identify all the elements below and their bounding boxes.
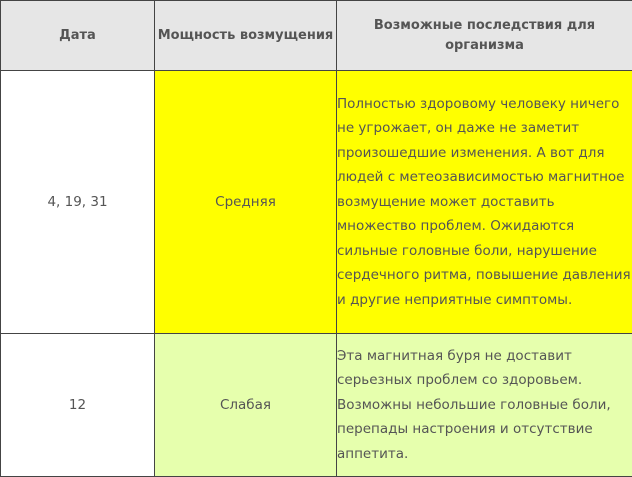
header-effects: Возможные последствия для организма [337, 1, 632, 71]
table-row [1, 334, 632, 477]
effects-cell: Эта магнитная буря не доставит серьезных проблем со здоровьем. Возможны небольшие головные боли, перепады настроения и отсутствие аппетита. [337, 334, 632, 477]
power-cell: Средняя [155, 71, 337, 334]
header-date: Дата [1, 1, 155, 71]
header-power: Мощность возмущения [155, 1, 337, 71]
date-cell: 12 [1, 334, 155, 477]
effects-cell: Полностью здоровому человеку ничего не угрожает, он даже не заметит произошедшие изменения. А вот для людей с метеозависимостью магнитное возмущение может доставить множество проблем. Ожидаются сильные головные боли, нарушение сердечного ритма, повышение давления и другие неприятные симптомы. [337, 71, 632, 334]
date-cell: 4, 19, 31 [1, 71, 155, 334]
table-header-row [1, 1, 632, 71]
table-row [1, 71, 632, 334]
power-cell: Слабая [155, 334, 337, 477]
